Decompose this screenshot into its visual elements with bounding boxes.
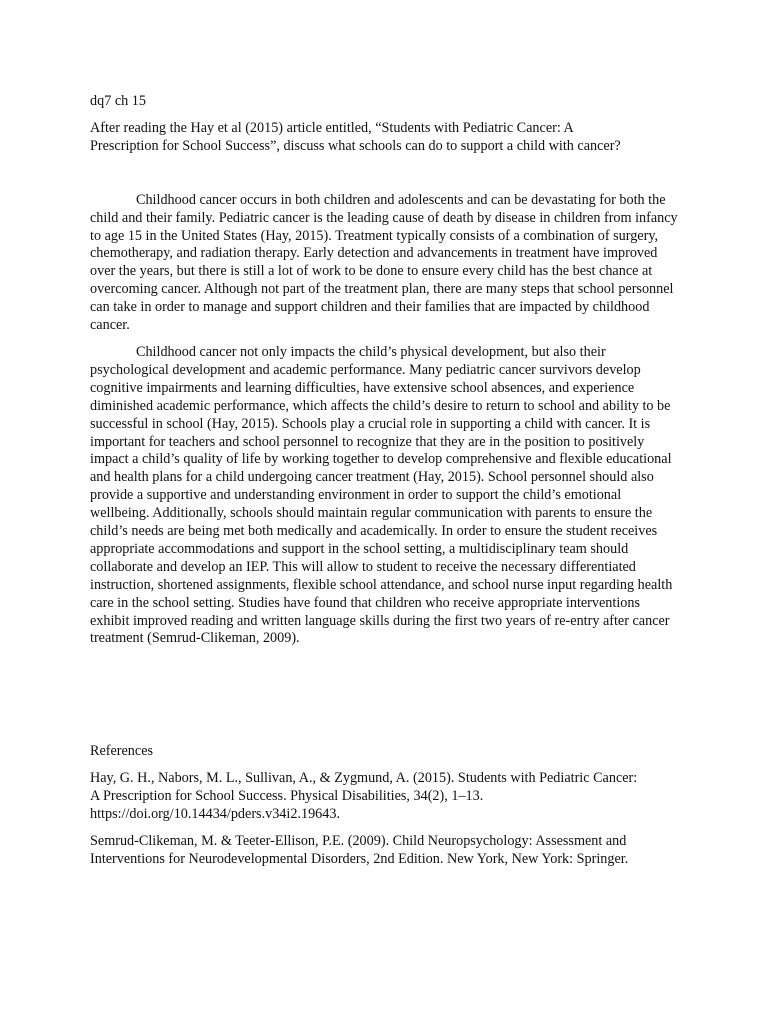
- reference-line: Hay, G. H., Nabors, M. L., Sullivan, A., & Zygmund, A. (2015). Students with Pediatric Cancer:: [90, 770, 638, 787]
- reference-line: Interventions for Neurodevelopmental Disorders, 2nd Edition. New York, New York: Springer.: [90, 850, 629, 867]
- document-label: dq7 ch 15: [90, 93, 146, 109]
- body-paragraph-1: Childhood cancer occurs in both children and adolescents and can be devastating for both the child and their family. Pediatric cancer is the leading cause of death by disease in children from infancy to age 15 in the United States (Hay, 2015). Treatment typically consists of a combination of surgery, chemotherapy, and radiation therapy. Early detection and advancements in treatment have improved over the years, but there is still a lot of work to be done to ensure every child has the best chance at overcoming cancer. Although not part of the treatment plan, there are many steps that school personnel can take in order to manage and support children and their families that are impacted by childhood cancer.: [90, 191, 678, 334]
- document-page: [90, 93, 680, 878]
- prompt-line: Prescription for School Success”, discuss what schools can do to support a child with cancer?: [90, 137, 621, 154]
- references-heading: References: [90, 743, 154, 760]
- reference-line: Semrud-Clikeman, M. & Teeter-Ellison, P.E. (2009). Child Neuropsychology: Assessment and: [90, 833, 627, 849]
- body-paragraph-2: Childhood cancer not only impacts the child’s physical development, but also their psychological development and academic performance. Many pediatric cancer survivors develop cognitive impairments and learning difficulties, have extensive school absences, and experience diminished academic performance, which affects the child’s desire to return to school and ability to be successful in school (Hay, 2015). Schools play a crucial role in supporting a child with cancer. It is important for teachers and school personnel to recognize that they are in the position to positively impact a child’s quality of life by working together to develop comprehensive and flexible educational and health plans for a child undergoing cancer treatment (Hay, 2015). School personnel should also provide a supportive and understanding environment in order to support the child’s emotional wellbeing. Additionally, schools should maintain regular communication with parents to ensure the child’s needs are being met both medically and academically. In order to ensure the student receives appropriate accommodations and support in the school setting, a multidisciplinary team should collaborate and develop an IEP. This will allow to student to receive the necessary differentiated instruction, shortened assignments, flexible school attendance, and school nurse input regarding health care in the school setting. Studies have found that children who receive appropriate interventions exhibit improved reading and written language skills during the first two years of re-entry after cancer treatment (Semrud-Clikeman, 2009).: [90, 343, 673, 647]
- section-spacer: [90, 657, 680, 743]
- prompt-line: After reading the Hay et al (2015) article entitled, “Students with Pediatric Cancer: A: [90, 119, 574, 136]
- reference-line: A Prescription for School Success. Physical Disabilities, 34(2), 1–13.: [90, 788, 484, 805]
- discussion-prompt: [90, 120, 680, 156]
- reference-entry-semrud-clikeman: [90, 833, 680, 869]
- reference-doi-link[interactable]: https://doi.org/10.14434/pders.v34i2.19643.: [90, 806, 340, 823]
- reference-entry-hay: [90, 770, 680, 824]
